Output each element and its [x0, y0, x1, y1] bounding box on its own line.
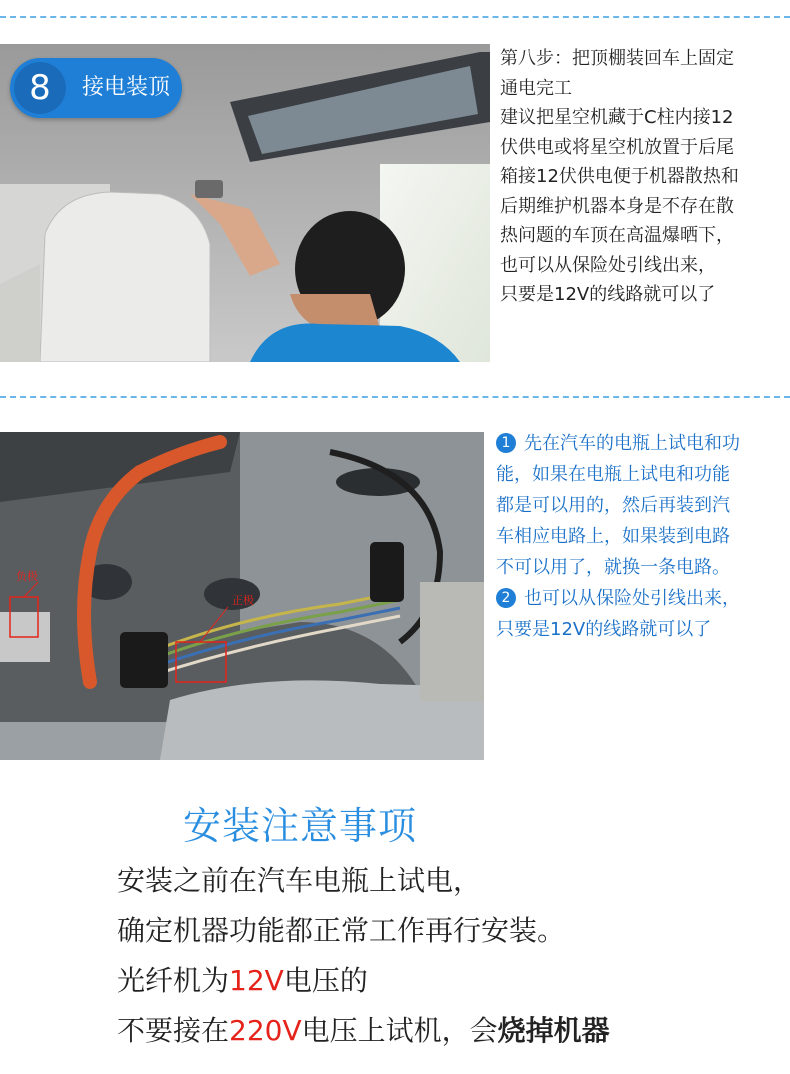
- step8-line: 后期维护机器本身是不存在散: [500, 195, 734, 217]
- top-divider: [0, 16, 790, 18]
- note1-marker: 1: [496, 433, 516, 453]
- note2-first-line: 2 也可以从保险处引线出来，: [496, 583, 786, 614]
- middle-divider: [0, 396, 790, 398]
- step8-line: 建议把星空机藏于C柱内接12: [500, 107, 734, 128]
- note1-line: 都是可以用的，然后再装到汽: [496, 495, 730, 516]
- caution-text: [117, 856, 610, 1056]
- step8-line: 热问题的车顶在高温爆晒下，: [500, 225, 734, 246]
- voltage-12v: 12V: [229, 964, 284, 997]
- wiring-photo: [0, 432, 484, 760]
- step8-line: 第八步：把顶棚装回车上固定: [500, 48, 734, 69]
- voltage-220v: 220V: [229, 1014, 302, 1047]
- positive-terminal-label: 正极: [232, 594, 254, 607]
- step-number: 8: [14, 62, 66, 114]
- step8-line: 通电完工: [500, 77, 572, 99]
- caution-line: 不要接在220V电压上试机，会烧掉机器: [117, 1014, 610, 1047]
- step8-line: 只要是12V的线路就可以了: [500, 284, 716, 305]
- note1-first-line: 1 先在汽车的电瓶上试电和功: [496, 428, 786, 459]
- caution-title: 安装注意事项: [182, 804, 417, 848]
- wiring-notes: [496, 428, 786, 645]
- note1-line: 能，如果在电瓶上试电和功能: [496, 464, 730, 485]
- caution-line: 安装之前在汽车电瓶上试电，: [117, 864, 482, 897]
- step-title: 接电装顶: [82, 75, 171, 100]
- burn-warning: 烧掉机器: [497, 1014, 610, 1047]
- step8-line: 箱接12伏供电便于机器散热和: [500, 166, 739, 187]
- step8-line: 伏供电或将星空机放置于后尾: [500, 136, 734, 158]
- step8-line: 也可以从保险处引线出来，: [500, 254, 716, 276]
- step8-description: [500, 44, 785, 310]
- note1-line: 不可以用了，就换一条电路。: [496, 557, 730, 578]
- note2-marker: 2: [496, 588, 516, 608]
- step-badge: [10, 58, 182, 118]
- note1-line: 车相应电路上，如果装到电路: [496, 526, 730, 547]
- negative-terminal-label: 负极: [16, 570, 38, 583]
- caution-line: 确定机器功能都正常工作再行安装。: [117, 914, 566, 947]
- caution-line: 光纤机为12V电压的: [117, 964, 368, 997]
- note2-line: 只要是12V的线路就可以了: [496, 619, 712, 640]
